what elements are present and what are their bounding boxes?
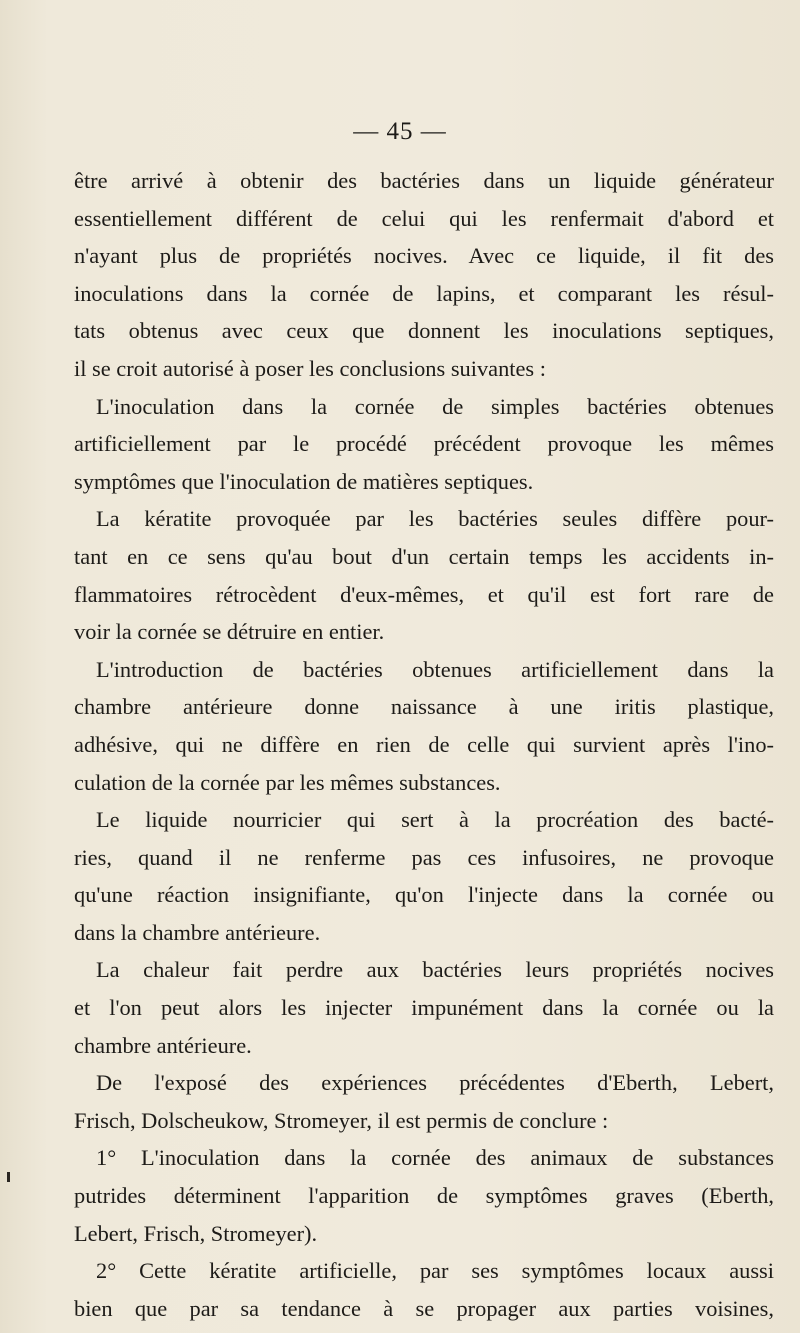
text-line: adhésive, qui ne diffère en rien de celle qui survient après l'ino- [74, 731, 774, 757]
text-line: flammatoires rétrocèdent d'eux-mêmes, et qu'il est fort rare de [74, 581, 774, 607]
text-line: De l'exposé des expériences précédentes d'Eberth, Lebert, [96, 1070, 774, 1096]
text-line: tats obtenus avec ceux que donnent les inoculations septiques, [74, 318, 774, 344]
text-line: il se croit autorisé à poser les conclusions suivantes : [74, 355, 546, 381]
text-line: putrides déterminent l'apparition de symptômes graves (Eberth, [74, 1183, 774, 1209]
text-line: bien que par sa tendance à se propager aux parties voisines, [74, 1295, 774, 1321]
text-line: ries, quand il ne renferme pas ces infusoires, ne provoque [74, 844, 774, 870]
text-line: Frisch, Dolscheukow, Stromeyer, il est permis de conclure : [74, 1107, 609, 1133]
text-line: Le liquide nourricier qui sert à la procréation des bacté- [96, 807, 774, 833]
text-line: inoculations dans la cornée de lapins, et comparant les résul- [74, 280, 774, 306]
text-line: voir la cornée se détruire en entier. [74, 619, 385, 645]
text-line: artificiellement par le procédé précédent provoque les mêmes [74, 431, 774, 457]
text-line: chambre antérieure donne naissance à une iritis plastique, [74, 694, 774, 720]
text-line: tant en ce sens qu'au bout d'un certain temps les accidents in- [74, 543, 774, 569]
text-line: Lebert, Frisch, Stromeyer). [74, 1220, 318, 1246]
text-line: essentiellement différent de celui qui les renfermait d'abord et [74, 205, 774, 231]
text-line: L'inoculation dans la cornée de simples bactéries obtenues [96, 393, 774, 419]
text-line: 2° Cette kératite artificielle, par ses symptômes locaux aussi [96, 1258, 774, 1284]
body-text [74, 162, 774, 1327]
text-line: symptômes que l'inoculation de matières septiques. [74, 468, 534, 494]
text-line: dans la chambre antérieure. [74, 919, 321, 945]
text-line: qu'une réaction insignifiante, qu'on l'injecte dans la cornée ou [74, 882, 774, 908]
text-line: chambre antérieure. [74, 1032, 252, 1058]
text-line: être arrivé à obtenir des bactéries dans un liquide générateur [74, 168, 774, 193]
text-line: culation de la cornée par les mêmes substances. [74, 769, 501, 795]
text-line: La kératite provoquée par les bactéries seules diffère pour- [96, 506, 774, 532]
text-line: L'introduction de bactéries obtenues artificiellement dans la [96, 656, 774, 682]
text-line: n'ayant plus de propriétés nocives. Avec ce liquide, il fit des [74, 243, 774, 269]
text-line: 1° L'inoculation dans la cornée des animaux de substances [96, 1145, 774, 1171]
margin-mark [7, 1172, 10, 1182]
text-line: et l'on peut alors les injecter impunément dans la cornée ou la [74, 995, 774, 1021]
page-number-header: — 45 — [353, 118, 447, 145]
text-line: La chaleur fait perdre aux bactéries leurs propriétés nocives [96, 957, 774, 983]
